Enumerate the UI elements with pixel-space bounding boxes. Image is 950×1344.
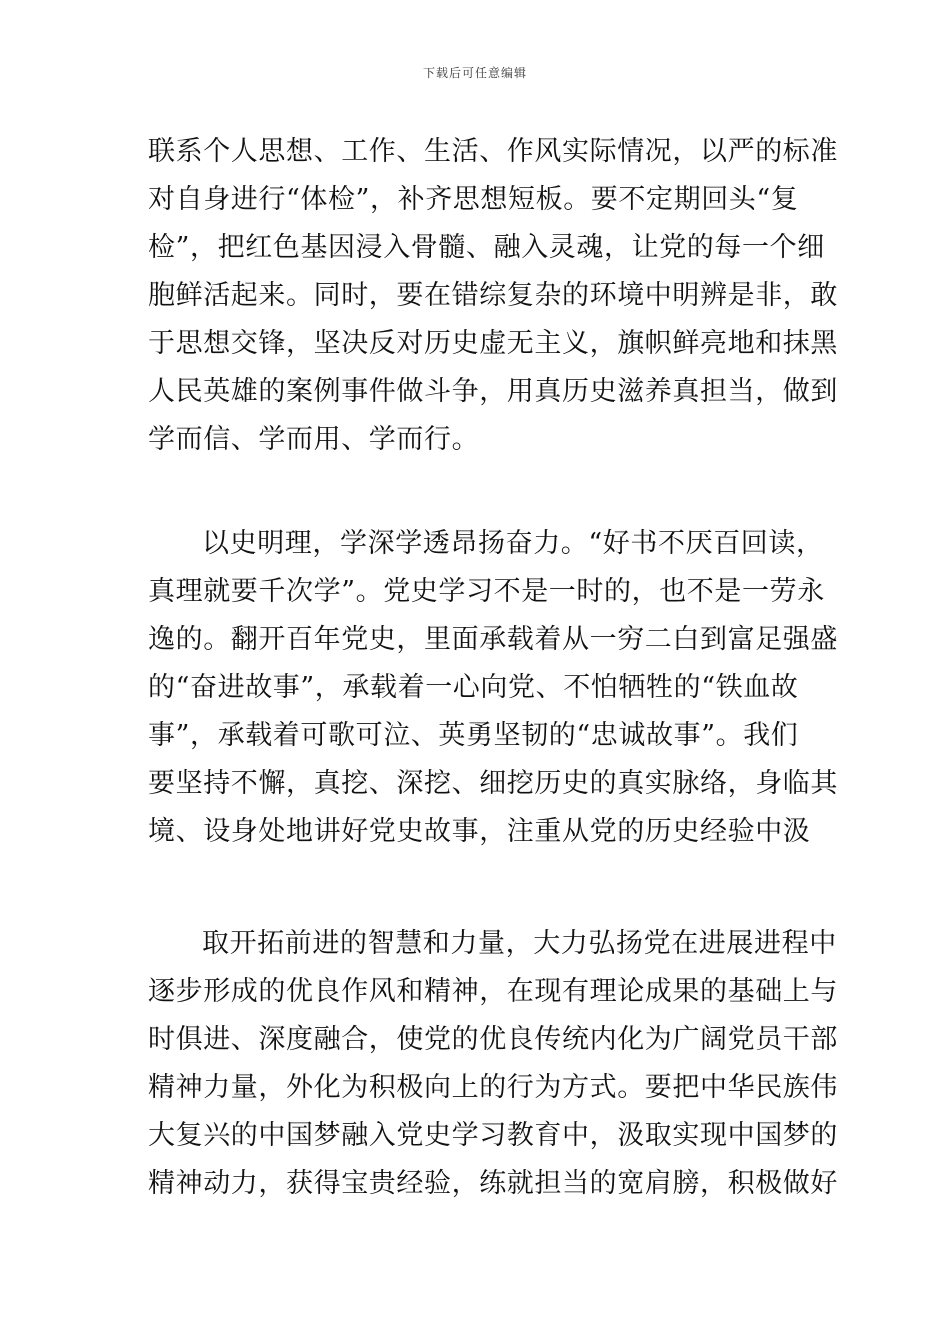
text-line: 对自身进行“体检”，补齐思想短板。要不定期回头“复 <box>148 184 799 215</box>
text-line: 的“奋进故事”，承载着一心向党、不怕牺牲的“铁血故 <box>148 672 799 703</box>
text-line: 胞鲜活起来。同时，要在错综复杂的环境中明辨是非，敢 <box>148 280 838 311</box>
text-line: 大复兴的中国梦融入党史学习教育中，汲取实现中国梦的 <box>148 1120 838 1151</box>
paragraph-3 <box>148 920 838 1208</box>
text-line: 人民英雄的案例事件做斗争，用真历史滋养真担当，做到 <box>148 376 838 407</box>
text-line: 境、设身处地讲好党史故事，注重从党的历史经验中汲 <box>148 816 811 847</box>
text-line: 事”，承载着可歌可泣、英勇坚韧的“忠诚故事”。我们 <box>148 720 799 751</box>
text-line: 以史明理，学深学透昂扬奋力。“好书不厌百回读， <box>202 528 824 559</box>
text-line: 逸的。翻开百年党史，里面承载着从一穷二白到富足强盛 <box>148 624 838 655</box>
text-line: 时俱进、深度融合，使党的优良传统内化为广阔党员干部 <box>148 1024 838 1055</box>
paragraph-1 <box>148 128 838 464</box>
text-line: 精神力量，外化为积极向上的行为方式。要把中华民族伟 <box>148 1072 838 1103</box>
text-line: 检”，把红色基因浸入骨髓、融入灵魂，让党的每一个细 <box>148 232 825 263</box>
text-line: 真理就要千次学”。党史学习不是一时的，也不是一劳永 <box>148 576 825 607</box>
text-line: 联系个人思想、工作、生活、作风实际情况，以严的标准 <box>148 136 838 167</box>
text-line: 要坚持不懈，真挖、深挖、细挖历史的真实脉络，身临其 <box>148 768 838 799</box>
text-line: 学而信、学而用、学而行。 <box>148 424 480 455</box>
text-line: 取开拓前进的智慧和力量，大力弘扬党在进展进程中 <box>202 928 837 959</box>
paragraph-2 <box>148 520 838 856</box>
text-line: 于思想交锋，坚决反对历史虚无主义，旗帜鲜亮地和抹黑 <box>148 328 838 359</box>
page-header: 下载后可任意编辑 <box>422 66 527 80</box>
text-line: 逐步形成的优良作风和精神，在现有理论成果的基础上与 <box>148 976 838 1007</box>
text-line: 精神动力，获得宝贵经验，练就担当的宽肩膀，积极做好 <box>148 1168 838 1199</box>
